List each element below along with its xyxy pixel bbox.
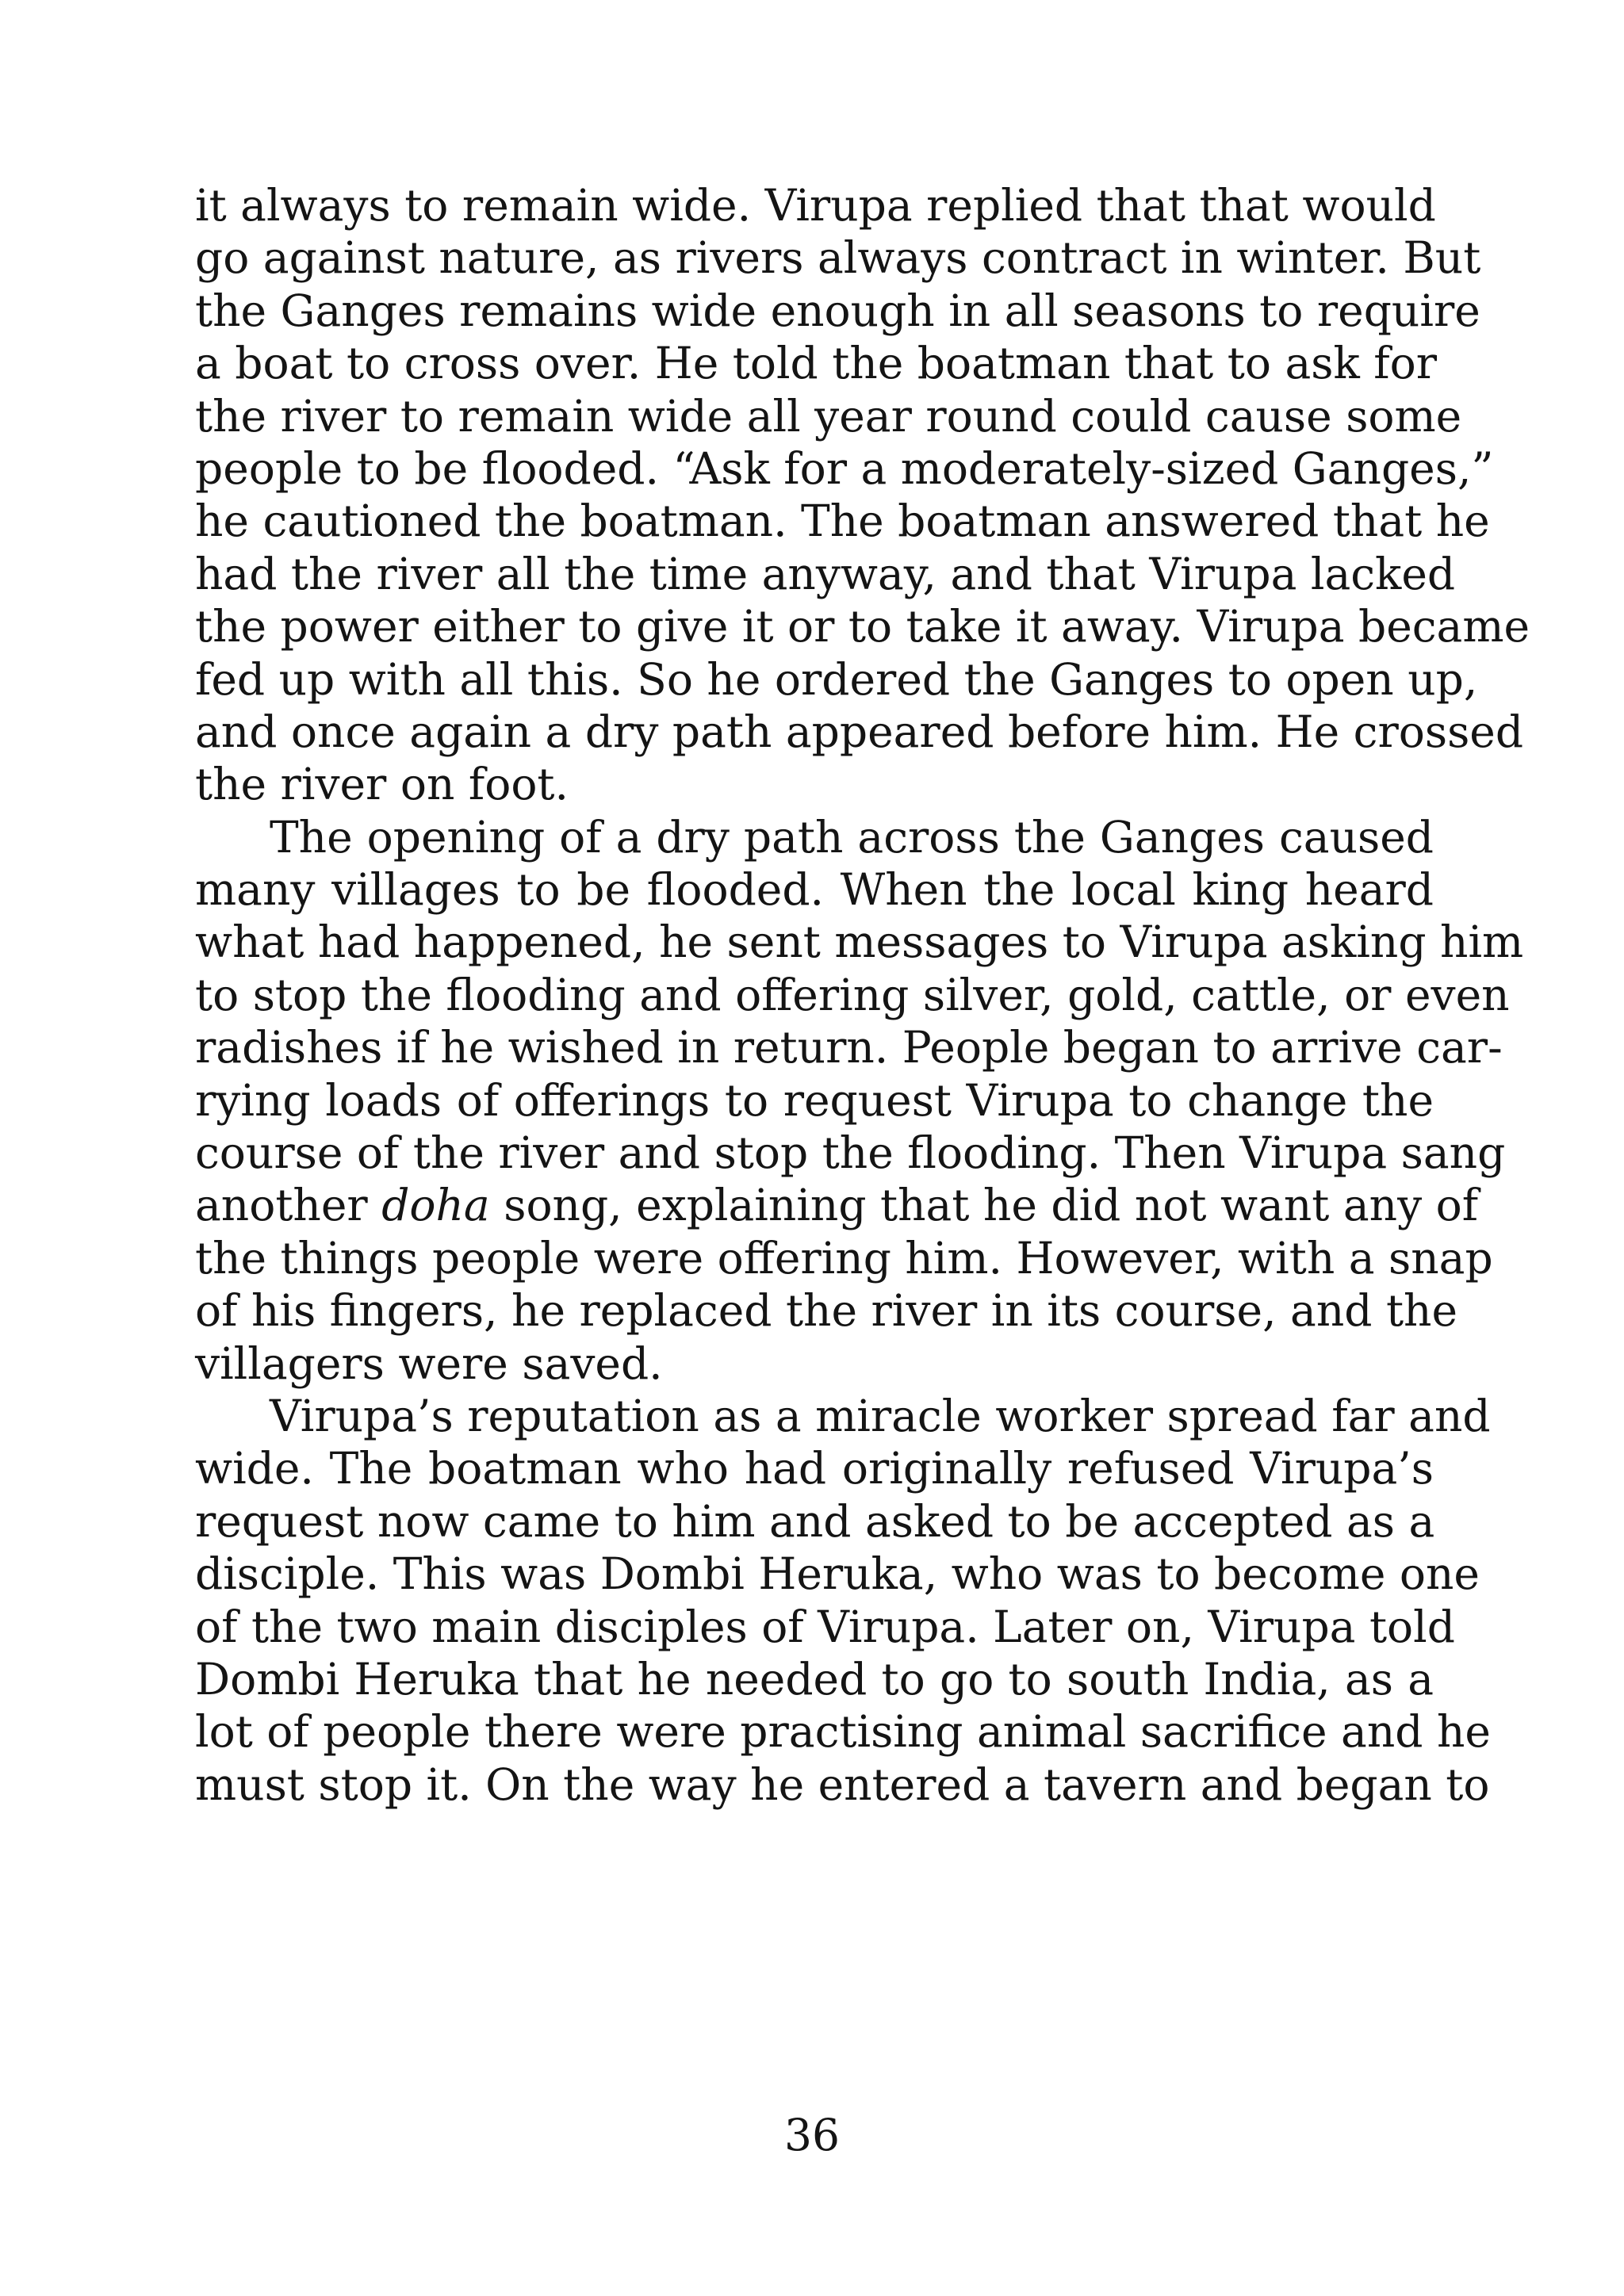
text-line: villagers were saved. bbox=[195, 1337, 663, 1389]
text-line: the river to remain wide all year round could cause some bbox=[195, 390, 1462, 442]
paragraph-first-line: Virupa’s reputation as a miracle worker spread far and bbox=[270, 1390, 1491, 1441]
body-text bbox=[195, 179, 1530, 1811]
text-line: go against nature, as rivers always contract in winter. But bbox=[195, 232, 1481, 284]
text-line: Dombi Heruka that he needed to go to south India, as a bbox=[195, 1653, 1434, 1705]
text-line: had the river all the time anyway, and that Virupa lacked bbox=[195, 548, 1456, 599]
text-line: wide. The boatman who had originally refused Virupa’s bbox=[195, 1443, 1434, 1494]
text-line: rying loads of offerings to request Virupa to change the bbox=[195, 1074, 1434, 1126]
text-line: it always to remain wide. Virupa replied that that would bbox=[195, 180, 1436, 231]
text-line: disciple. This was Dombi Heruka, who was to become one bbox=[195, 1548, 1480, 1600]
text-line: radishes if he wished in return. People began to arrive car- bbox=[195, 1022, 1503, 1073]
text-fragment: song, explaining that he did not want any of bbox=[489, 1180, 1479, 1231]
text-fragment: another bbox=[195, 1180, 382, 1231]
text-line: and once again a dry path appeared before him. He crossed bbox=[195, 706, 1524, 757]
text-line: course of the river and stop the flooding. Then Virupa sang bbox=[195, 1127, 1506, 1179]
text-line: lot of people there were practising animal sacrifice and he bbox=[195, 1706, 1491, 1758]
paragraph-first-line: The opening of a dry path across the Ganges caused bbox=[270, 811, 1434, 863]
text-line: people to be flooded. “Ask for a moderately-sized Ganges,” bbox=[195, 442, 1494, 494]
text-line: the things people were offering him. However, with a snap bbox=[195, 1232, 1493, 1284]
text-line: the Ganges remains wide enough in all seasons to require bbox=[195, 285, 1480, 336]
text-line: a boat to cross over. He told the boatman that to ask for bbox=[195, 338, 1438, 389]
text-line: he cautioned the boatman. The boatman answered that he bbox=[195, 496, 1490, 547]
text-line: the river on foot. bbox=[195, 759, 569, 810]
text-line: must stop it. On the way he entered a tavern and began to bbox=[195, 1758, 1490, 1810]
text-line: many villages to be flooded. When the local king heard bbox=[195, 864, 1434, 916]
text-line: to stop the flooding and offering silver, gold, cattle, or even bbox=[195, 969, 1510, 1020]
text-line-with-italic bbox=[195, 1179, 1479, 1231]
text-line: of his fingers, he replaced the river in its course, and the bbox=[195, 1285, 1458, 1337]
text-line: of the two main disciples of Virupa. Later on, Virupa told bbox=[195, 1601, 1455, 1652]
text-line: the power either to give it or to take it away. Virupa became bbox=[195, 601, 1530, 652]
text-line: what had happened, he sent messages to Virupa asking him bbox=[195, 916, 1524, 968]
text-line: request now came to him and asked to be accepted as a bbox=[195, 1495, 1435, 1547]
page-number: 36 bbox=[784, 2110, 840, 2160]
italic-term: doha bbox=[381, 1180, 490, 1231]
text-line: fed up with all this. So he ordered the Ganges to open up, bbox=[195, 653, 1478, 705]
